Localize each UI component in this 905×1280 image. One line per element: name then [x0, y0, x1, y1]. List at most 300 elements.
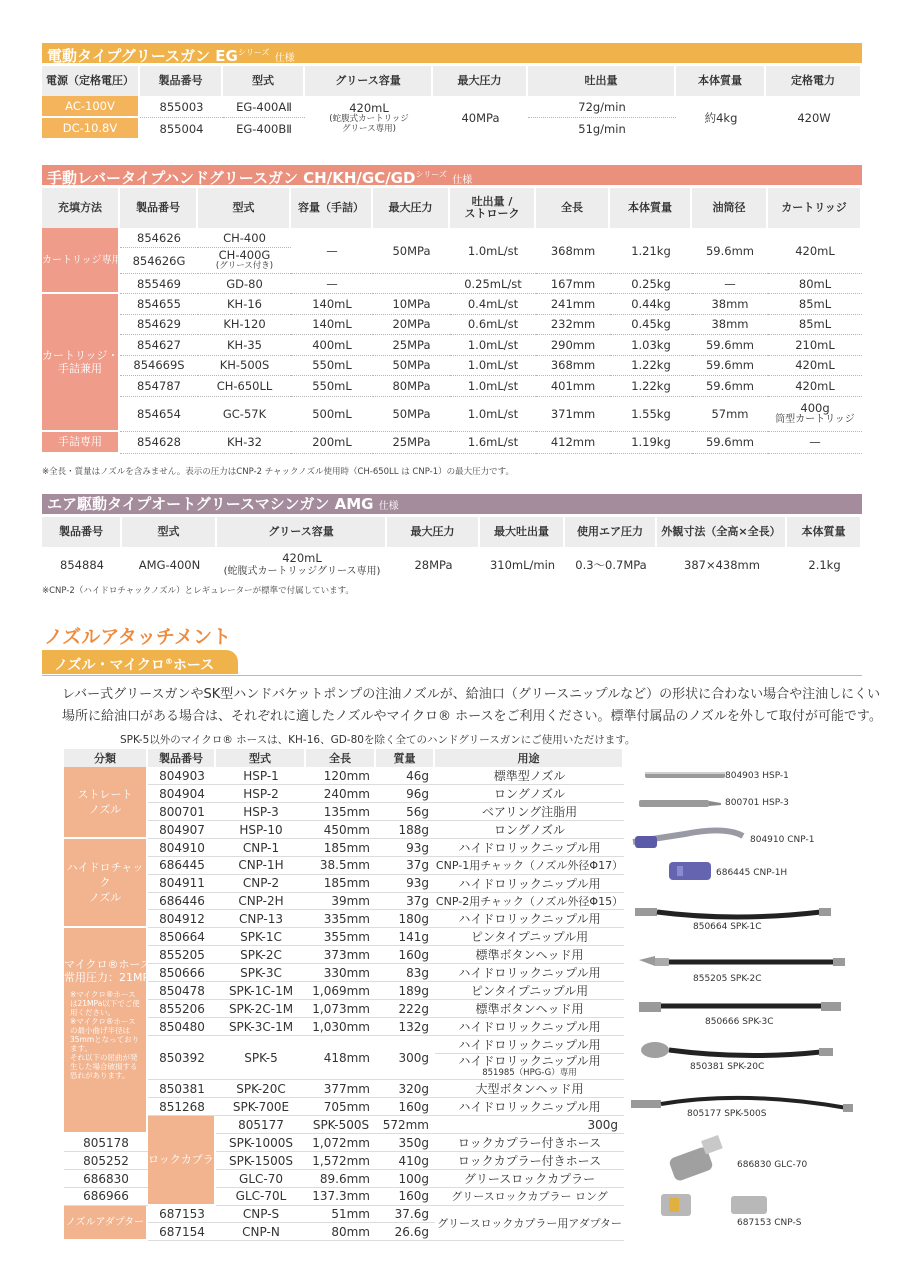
ch-weight: 1.22kg: [610, 356, 692, 377]
nozzle-use-line: ハイドロリックニップル用: [458, 1053, 601, 1068]
nozzle-model: CNP-2H: [216, 893, 306, 911]
ch-diameter: 59.6mm: [692, 335, 768, 356]
eg-product-no: 855003: [140, 96, 223, 118]
nozzle-length: 185mm: [306, 875, 376, 893]
ch-table: [42, 188, 862, 454]
nozzle-product-no: 850666: [148, 964, 216, 982]
nozzle-length: 450mm: [306, 821, 376, 839]
ch-diameter: 38mm: [692, 315, 768, 336]
nozzle-product-no: 804903: [148, 767, 216, 785]
nozzle-model: HSP-1: [216, 767, 306, 785]
nozzle-header-cell: 用途: [435, 749, 624, 767]
amg-air-pressure: 0.3～0.7MPa: [575, 558, 647, 572]
ch-cartridge-value: 400g: [800, 400, 830, 415]
nozzle-header-cell: 全長: [306, 749, 376, 767]
amg-row: [42, 547, 862, 583]
product-caption: 850664 SPK-1C: [693, 922, 762, 932]
nozzle-weight: 132g: [376, 1018, 435, 1036]
nozzle-header-cell: 型式: [216, 749, 306, 767]
nozzle-model: SPK-2C-1M: [216, 1000, 306, 1018]
nozzle-use: CNP-1用チャック（ノズル外径Φ17）: [435, 857, 624, 875]
ch-weight: 1.55kg: [610, 397, 692, 432]
ch-product-no: 854655: [120, 294, 198, 315]
ch-weight: 1.03kg: [610, 335, 692, 356]
nozzle-model: SPK-2C: [216, 946, 306, 964]
nozzle-use: ハイドロリックニップル用: [435, 964, 624, 982]
nozzle-use: ハイドロリックニップル用: [435, 875, 624, 893]
nozzle-product-no: 686445: [148, 857, 216, 875]
ch-discharge: 1.0mL/st: [450, 335, 536, 356]
ch-length: 412mm: [536, 432, 610, 454]
nozzle-model: SPK-1500S: [216, 1152, 306, 1170]
nozzle-subnote: SPK-5以外のマイクロ® ホースは、KH-16、GD-80を除く全てのハンドグリースガンにご使用いただけます。: [120, 734, 636, 746]
amg-title-bar: [42, 494, 862, 514]
ch-header-cell: 製品番号: [120, 188, 198, 228]
ch-model: KH-32: [198, 432, 291, 454]
ch-model: GC-57K: [198, 397, 291, 432]
nozzle-category: [64, 928, 156, 1134]
eg-header-cell: 電源（定格電圧）: [42, 66, 140, 96]
ch-weight: 1.21kg: [610, 228, 692, 274]
nozzle-model: HSP-2: [216, 785, 306, 803]
nozzle-use: 大型ボタンヘッド用: [435, 1080, 624, 1098]
nozzle-product-no: 850478: [148, 982, 216, 1000]
nozzle-product-no: 804910: [148, 839, 216, 857]
nozzle-weight: 141g: [376, 928, 435, 946]
nozzle-use: [435, 1054, 624, 1080]
ch-model: KH-120: [198, 315, 291, 336]
nozzle-row: [64, 821, 624, 839]
amg-product-no: 854884: [60, 558, 104, 572]
amg-header-cell: 本体質量: [787, 517, 862, 547]
ch-category: カートリッジ専用: [42, 228, 120, 294]
eg-model: EG-400AⅡ: [223, 96, 305, 118]
amg-discharge: 310mL/min: [489, 558, 556, 572]
ch-row: [42, 432, 862, 454]
ch-title-bar: [42, 165, 862, 185]
nozzle-weight: 160g: [376, 946, 435, 964]
cnp-1h-image: [669, 862, 711, 880]
amg-capacity-note: (蛇腹式カートリッジグリース専用): [223, 566, 381, 577]
nozzle-header-cell: 製品番号: [148, 749, 216, 767]
ch-weight: 1.19kg: [610, 432, 692, 454]
eg-header-row: [42, 66, 862, 96]
nozzle-row: [64, 982, 624, 1000]
ch-product-no: 854787: [120, 376, 198, 397]
nozzle-model: SPK-3C: [216, 964, 306, 982]
ch-capacity: 200mL: [291, 432, 373, 454]
nozzle-use: ハイドロリックニップル用: [435, 1098, 624, 1116]
ch-discharge: 1.0mL/st: [450, 356, 536, 377]
nozzle-model: HSP-3: [216, 803, 306, 821]
nozzle-length: 38.5mm: [306, 857, 376, 875]
ch-capacity: 550mL: [291, 356, 373, 377]
nozzle-use: ピンタイプニップル用: [435, 982, 624, 1000]
ch-pressure: 50MPa: [373, 228, 450, 274]
nozzle-weight: 160g: [376, 1098, 435, 1116]
nozzle-length: 120mm: [306, 767, 376, 785]
hsp-1-image: [645, 772, 725, 778]
ch-header-line: ストローク: [464, 207, 520, 220]
eg-spec: 仕様: [274, 53, 295, 64]
ch-row: [42, 274, 862, 294]
micro-hose-note: ※マイクロ®ホースは21MPa以下でご使用ください。 ※マイクロ®ホースの最小曲げ半径は35mmとなっております。 それ以下の屈曲が発生した場合破損する恐れがあります。: [70, 990, 140, 1081]
ch-diameter: 59.6mm: [692, 356, 768, 377]
nozzle-model: SPK-1C-1M: [216, 982, 306, 1000]
nozzle-row: [64, 910, 624, 928]
eg-header-cell: 吐出量: [528, 66, 676, 96]
eg-capacity-note: (蛇腹式カートリッジ: [329, 114, 409, 124]
amg-title: エア駆動タイプオートグリースマシンガン AMG: [47, 495, 374, 513]
nozzle-use-sub: 851985（HPG-G）専用: [482, 1067, 577, 1078]
nozzle-model: GLC-70L: [216, 1188, 306, 1206]
ch-product-no: 854626: [120, 228, 198, 248]
ch-product-no: 854669S: [120, 356, 198, 377]
nozzle-heading: ノズルアタッチメント: [44, 626, 232, 648]
nozzle-row: [64, 839, 624, 857]
product-caption: 850381 SPK-20C: [690, 1062, 765, 1072]
nozzle-weight: 160g: [376, 1188, 435, 1206]
nozzle-product-no: 800701: [148, 803, 216, 821]
nozzle-weight: 93g: [376, 875, 435, 893]
ch-pressure: 10MPa: [373, 294, 450, 315]
ch-header-row: [42, 188, 862, 228]
ch-cartridge: 420mL: [768, 356, 862, 377]
eg-product-no: 855004: [159, 122, 204, 136]
ch-discharge: 1.0mL/st: [450, 376, 536, 397]
ch-weight: 0.45kg: [610, 315, 692, 336]
eg-model: EG-400BⅡ: [236, 122, 292, 136]
nozzle-product-no: 687153: [148, 1206, 216, 1224]
nozzle-length: 1,030mm: [306, 1018, 376, 1036]
ch-category: 手詰専用: [42, 432, 120, 454]
nozzle-row: [64, 875, 624, 893]
nozzle-length: 355mm: [306, 928, 376, 946]
nozzle-product-no: 805178: [64, 1134, 148, 1152]
ch-row: [42, 315, 862, 336]
nozzle-row: [64, 857, 624, 875]
nozzle-use: ベアリング注脂用: [435, 803, 624, 821]
ch-discharge: 1.0mL/st: [450, 228, 536, 274]
nozzle-length: 89.6mm: [306, 1170, 376, 1188]
ch-discharge: 1.0mL/st: [450, 397, 536, 432]
eg-discharge: 72g/min: [528, 96, 676, 118]
ch-header-cell: 最大圧力: [373, 188, 450, 228]
amg-dimensions: 387×438mm: [684, 558, 760, 572]
ch-model: KH-35: [198, 335, 291, 356]
nozzle-length: 373mm: [306, 946, 376, 964]
ch-weight: 0.25kg: [610, 274, 692, 294]
nozzle-length: 377mm: [306, 1080, 376, 1098]
ch-cartridge: 420mL: [768, 228, 862, 274]
eg-power-cell: DC-10.8V: [42, 118, 140, 140]
amg-model: AMG-400N: [138, 558, 201, 572]
eg-header-cell: 型式: [223, 66, 305, 96]
ch-row: [42, 376, 862, 397]
eg-header-cell: 本体質量: [676, 66, 766, 96]
ch-capacity: —: [291, 228, 373, 274]
nozzle-header-cell: 質量: [376, 749, 435, 767]
ch-length: 290mm: [536, 335, 610, 356]
ch-header-cell: 型式: [198, 188, 291, 228]
nozzle-length: 185mm: [306, 839, 376, 857]
ch-capacity: 140mL: [291, 315, 373, 336]
amg-header-cell: 外観寸法（全高×全長）: [657, 517, 787, 547]
eg-capacity-note: グリース専用): [342, 124, 396, 134]
amg-weight: 2.1kg: [808, 558, 841, 572]
ch-diameter: 59.6mm: [692, 432, 768, 454]
eg-series: シリーズ: [237, 48, 270, 57]
ch-cartridge: 85mL: [768, 294, 862, 315]
ch-category-line: カートリッジ・: [42, 348, 119, 362]
amg-header-cell: 最大吐出量: [480, 517, 565, 547]
spk-20c-image: [641, 1042, 833, 1058]
nozzle-length: 51mm: [306, 1206, 376, 1224]
nozzle-model: SPK-1000S: [216, 1134, 306, 1152]
nozzle-product-no: 855205: [148, 946, 216, 964]
ch-cartridge-sub: 筒型カートリッジ: [775, 413, 855, 425]
nozzle-use: ロックカプラー付きホース: [435, 1134, 624, 1152]
amg-header-cell: 製品番号: [42, 517, 122, 547]
nozzle-row: [64, 767, 624, 785]
nozzle-model: SPK-1C: [216, 928, 306, 946]
ch-cartridge: 210mL: [768, 335, 862, 356]
ch-pressure: 50MPa: [373, 397, 450, 432]
nozzle-header-row: [64, 749, 624, 767]
nozzle-model: CNP-1: [216, 839, 306, 857]
ch-pressure: 80MPa: [373, 376, 450, 397]
ch-capacity: 550mL: [291, 376, 373, 397]
ch-model: KH-16: [198, 294, 291, 315]
product-caption: 804903 HSP-1: [725, 771, 789, 781]
amg-pressure: 28MPa: [414, 558, 453, 572]
ch-diameter: —: [692, 274, 768, 294]
ch-category-line: 手詰兼用: [58, 361, 102, 375]
ch-capacity: —: [291, 274, 373, 294]
nozzle-weight: 180g: [376, 910, 435, 928]
amg-header-cell: 型式: [122, 517, 217, 547]
nozzle-product-no: 850392: [148, 1036, 216, 1080]
nozzle-row: [64, 1098, 624, 1116]
nozzle-model: CNP-1H: [216, 857, 306, 875]
nozzle-product-no: 687154: [148, 1223, 216, 1241]
amg-capacity: [217, 547, 387, 583]
ch-model-name: CH-400G: [218, 248, 271, 262]
nozzle-use: ロックカプラー付きホース: [435, 1152, 624, 1170]
amg-header-cell: 使用エア圧力: [565, 517, 657, 547]
ch-length: 368mm: [536, 228, 610, 274]
eg-table: [42, 66, 862, 140]
nozzle-length: 1,072mm: [306, 1134, 376, 1152]
nozzle-weight: 37g: [376, 893, 435, 911]
nozzle-weight: 37g: [376, 857, 435, 875]
nozzle-intro-line: レバー式グリースガンやSK型ハンドバケットポンプの注油ノズルが、給油口（グリースニップルなど）の形状に合わない場合や注油しにくい: [62, 687, 881, 702]
ch-capacity: 500mL: [291, 397, 373, 432]
ch-header-cell: 油筒径: [692, 188, 768, 228]
nozzle-use: ロングノズル: [435, 785, 624, 803]
ch-length: 368mm: [536, 356, 610, 377]
glc-70-image: [668, 1135, 723, 1182]
ch-diameter: 59.6mm: [692, 376, 768, 397]
eg-header-cell: 定格電力: [766, 66, 862, 96]
nozzle-product-no: 686446: [148, 893, 216, 911]
nozzle-tab: [42, 650, 238, 674]
ch-length: 241mm: [536, 294, 610, 315]
ch-cartridge: [768, 397, 862, 432]
ch-footnote: ※全長・質量はノズルを含みません。表示の圧力はCNP-2 チャックノズル使用時（CH-650LL は CNP-1）の最大圧力です。: [42, 467, 514, 477]
ch-weight: 0.44kg: [610, 294, 692, 315]
ch-series: シリーズ: [415, 170, 448, 179]
nozzle-weight: 350g: [376, 1134, 435, 1152]
eg-capacity-cell: [305, 96, 433, 140]
nozzle-model: CNP-2: [216, 875, 306, 893]
eg-discharge: 51g/min: [578, 122, 626, 136]
nozzle-weight: 37.6g: [376, 1206, 435, 1224]
ch-pressure: 25MPa: [373, 432, 450, 454]
ch-pressure: 25MPa: [373, 335, 450, 356]
ch-product-no: 854628: [120, 432, 198, 454]
product-caption: 850666 SPK-3C: [705, 1017, 774, 1027]
amg-header-cell: グリース容量: [217, 517, 387, 547]
nozzle-model: SPK-20C: [216, 1080, 306, 1098]
nozzle-product-no: 686830: [64, 1170, 148, 1188]
nozzle-product-no: 804904: [148, 785, 216, 803]
nozzle-length: 572mm: [376, 1116, 435, 1134]
nozzle-header-cell: 分類: [64, 749, 148, 767]
ch-cartridge: 80mL: [768, 274, 862, 294]
ch-product-no: 854629: [120, 315, 198, 336]
amg-table: [42, 517, 862, 583]
ch-row: [42, 356, 862, 377]
ch-header-cell: 充填方法: [42, 188, 120, 228]
ch-capacity: 400mL: [291, 335, 373, 356]
nozzle-weight: 26.6g: [376, 1223, 435, 1241]
nozzle-model: SPK-700E: [216, 1098, 306, 1116]
nozzle-weight: 56g: [376, 803, 435, 821]
spk-1c-image: [635, 908, 831, 917]
registered-mark: ®: [164, 657, 173, 666]
nozzle-model: SPK-500S: [306, 1116, 376, 1134]
eg-header-cell: 最大圧力: [433, 66, 528, 96]
ch-header-cell: 全長: [536, 188, 610, 228]
nozzle-model: SPK-5: [216, 1036, 306, 1080]
nozzle-weight: 300g: [376, 1036, 435, 1080]
nozzle-category: ノズルアダプター: [64, 1206, 148, 1241]
nozzle-weight: 46g: [376, 767, 435, 785]
amg-footnote: ※CNP-2（ハイドロチャックノズル）とレギュレーターが標準で付属しています。: [42, 586, 354, 596]
ch-spec: 仕様: [452, 175, 473, 186]
eg-capacity: 420mL: [349, 101, 389, 115]
ch-title: 手動レバータイプハンドグリースガン CH/KH/GC/GD: [47, 169, 416, 187]
product-caption: 805177 SPK-500S: [687, 1109, 767, 1119]
nozzle-product-no: 804907: [148, 821, 216, 839]
ch-pressure: [373, 274, 450, 294]
nozzle-use: ハイドロリックニップル用: [435, 1036, 624, 1054]
nozzle-row: [64, 893, 624, 911]
ch-length: 232mm: [536, 315, 610, 336]
nozzle-length: 335mm: [306, 910, 376, 928]
nozzle-use: 標準型ノズル: [435, 767, 624, 785]
nozzle-use: 標準ボタンヘッド用: [435, 946, 624, 964]
nozzle-weight: 83g: [376, 964, 435, 982]
nozzle-use: グリースロックカプラー: [435, 1170, 624, 1188]
product-caption: 804910 CNP-1: [750, 835, 815, 845]
nozzle-row: [64, 1000, 624, 1018]
nozzle-divider: [42, 675, 862, 676]
nozzle-category-line: 常用圧力：21MPa: [64, 971, 156, 985]
product-caption: 686445 CNP-1H: [716, 868, 788, 878]
cnp-1-image: [633, 830, 743, 848]
cnp-s-image: [661, 1194, 767, 1216]
ch-discharge: 1.6mL/st: [450, 432, 536, 454]
ch-diameter: 38mm: [692, 294, 768, 315]
ch-cartridge: 420mL: [768, 376, 862, 397]
nozzle-length: 418mm: [306, 1036, 376, 1080]
ch-model: KH-500S: [198, 356, 291, 377]
ch-capacity: 140mL: [291, 294, 373, 315]
ch-length: 371mm: [536, 397, 610, 432]
nozzle-weight: 300g: [435, 1116, 624, 1134]
ch-product-no: 854654: [120, 397, 198, 432]
nozzle-length: 135mm: [306, 803, 376, 821]
nozzle-model: GLC-70: [216, 1170, 306, 1188]
ch-product-no: 854626G: [120, 248, 198, 274]
nozzle-row: [64, 803, 624, 821]
ch-cartridge: —: [768, 432, 862, 454]
ch-row: [42, 294, 862, 315]
ch-header-line: 吐出量 /: [471, 195, 513, 208]
nozzle-product-no: 850381: [148, 1080, 216, 1098]
nozzle-product-no: 805252: [64, 1152, 148, 1170]
nozzle-model: CNP-13: [216, 910, 306, 928]
nozzle-use: グリースロックカプラー用アダプター: [435, 1206, 624, 1241]
nozzle-model: SPK-3C-1M: [216, 1018, 306, 1036]
eg-rated-power: 420W: [797, 111, 831, 125]
nozzle-product-no: 686966: [64, 1188, 148, 1206]
ch-row: [42, 228, 862, 248]
ch-model-sub: (グリース付き): [215, 261, 274, 271]
nozzle-model: CNP-S: [216, 1206, 306, 1224]
nozzle-row: [64, 1018, 624, 1036]
nozzle-intro-line: 場所に給油口がある場合は、それぞれに適したノズルやマイクロ® ホースをご利用ください。標準付属品のノズルを外して取付が可能です。: [62, 709, 882, 724]
eg-power-cell: AC-100V: [42, 96, 140, 118]
ch-pressure: 50MPa: [373, 356, 450, 377]
nozzle-row: [64, 1080, 624, 1098]
amg-header-cell: 最大圧力: [387, 517, 480, 547]
eg-weight: 約4kg: [704, 111, 738, 125]
nozzle-category: ストレート ノズル: [64, 767, 148, 839]
nozzle-use: CNP-2用チャック（ノズル外径Φ15）: [435, 893, 624, 911]
nozzle-use: ピンタイプニップル用: [435, 928, 624, 946]
nozzle-weight: 96g: [376, 785, 435, 803]
ch-length: 167mm: [536, 274, 610, 294]
ch-length: 401mm: [536, 376, 610, 397]
eg-pressure: 40MPa: [461, 111, 500, 125]
nozzle-length: 1,572mm: [306, 1152, 376, 1170]
nozzle-use: 標準ボタンヘッド用: [435, 1000, 624, 1018]
nozzle-category: ロックカプラー: [148, 1116, 216, 1206]
ch-product-no: 855469: [120, 274, 198, 294]
product-caption: 855205 SPK-2C: [693, 974, 762, 984]
product-caption: 687153 CNP-S: [737, 1218, 802, 1228]
nozzle-row: [64, 1116, 624, 1134]
nozzle-product-no: 805177: [216, 1116, 306, 1134]
ch-header-cell: 容量（手詰）: [291, 188, 373, 228]
hsp-3-image: [639, 800, 721, 807]
nozzle-length: 705mm: [306, 1098, 376, 1116]
nozzle-product-no: 804912: [148, 910, 216, 928]
nozzle-length: 240mm: [306, 785, 376, 803]
